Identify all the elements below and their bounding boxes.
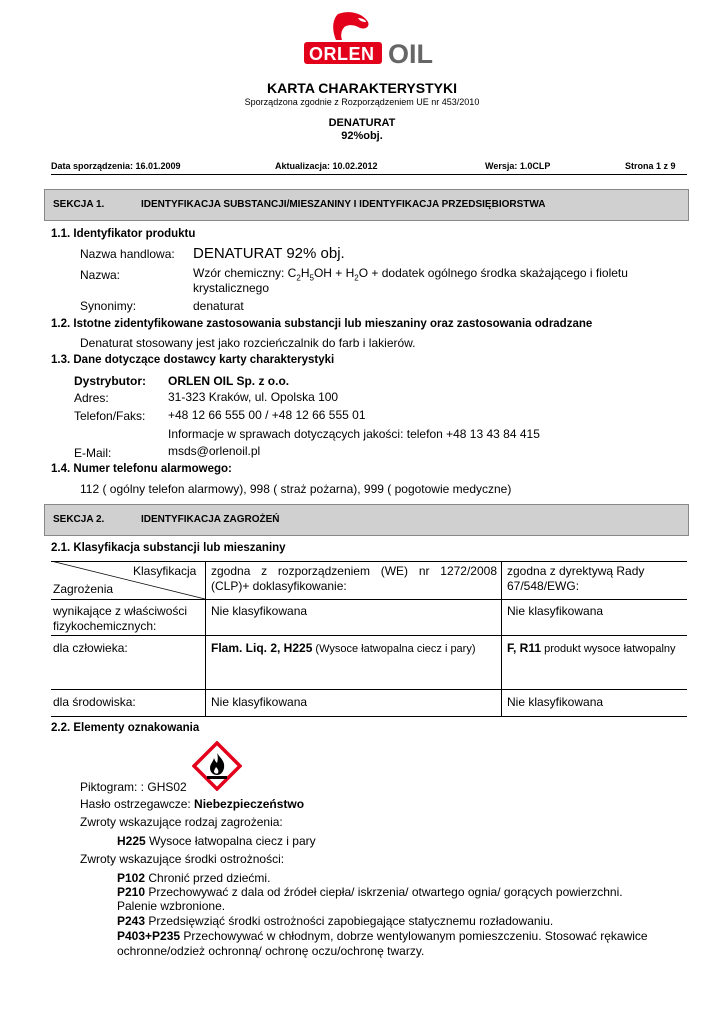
table-line [51,635,687,636]
flame-pictogram-icon [192,741,242,791]
name-value: Wzór chemiczny: $C_2H_5OH + H_2O$ + dodatek ogólnego środka skażającego i fioletu [193,266,628,283]
logo-suffix-text: OIL [388,39,433,69]
usage-text: Denaturat stosowany jest jako rozcieńczalnik do farb i lakierów. [80,336,416,350]
distributor-value: ORLEN OIL Sp. z o.o. [168,374,290,388]
signal-word: Hasło ostrzegawcze: Niebezpieczeństwo [80,797,305,811]
hazard-statements-label: Zwroty wskazujące rodzaj zagrożenia: [80,815,283,829]
table-row-directive: Nie klasyfikowana [507,695,604,709]
table-row-clp: Nie klasyfikowana [211,604,308,618]
table-head-classification: Klasyfikacja [133,564,197,578]
table-row-label: wynikające z właściwości fizykochemicznych: [53,604,188,633]
meta-updated: Aktualizacja: 10.02.2012 [275,161,378,171]
meta-page: Strona 1 z 9 [625,161,676,171]
hazard-h225: H225 Wysoce łatwopalna ciecz i pary [117,834,316,848]
classification-table [51,561,687,717]
table-line [51,689,687,690]
product-name: DENATURAT [328,117,396,129]
orlen-oil-logo [300,8,445,72]
subsection-1-4-title: 1.4. Numer telefonu alarmowego: [51,463,232,475]
synonyms-label: Synonimy: [80,299,137,313]
trade-name-label: Nazwa handlowa: [80,247,175,261]
precaution-p102: P102 Chronić przed dziećmi. [117,871,271,885]
logo-brand-text: ORLEN [309,44,375,64]
meta-date-created: Data sporządzenia: 16.01.2009 [51,161,181,171]
email-value[interactable]: msds@orlenoil.pl [168,444,261,458]
precaution-p210: P210 Przechowywać z dala od źródeł ciepła/ iskrzenia/ otwartego ognia/ gorących powierzchni. [117,885,623,899]
address-label: Adres: [74,391,109,405]
table-head-clp: zgodna z rozporządzeniem (WE) nr 1272/2008 (CLP)+ doklasyfikowanie: [211,564,497,593]
table-head-directive: zgodna z dyrektywą Rady 67/548/EWG: [507,564,645,593]
section-number: SEKCJA 2. [53,514,105,525]
subsection-1-1-title: 1.1. Identyfikator produktu [51,228,196,240]
section-title: IDENTYFIKACJA ZAGROŻEŃ [141,514,280,525]
name-label: Nazwa: [80,268,121,282]
meta-version: Wersja: 1.0CLP [485,161,551,171]
phone-value: +48 12 66 555 00 / +48 12 66 555 01 [168,408,366,422]
table-row-clp: Nie klasyfikowana [211,695,308,709]
address-value: 31-323 Kraków, ul. Opolska 100 [168,390,339,404]
table-row-directive: F, R11 produkt wysoce łatwopalny [507,641,676,655]
document-subtitle: Sporządzona zgodnie z Rozporządzeniem UE nr 453/2010 [244,97,480,107]
table-row-directive: Nie klasyfikowana [507,604,604,618]
document-title: KARTA CHARAKTERYSTYKI [266,80,458,96]
subsection-2-1-title: 2.1. Klasyfikacja substancji lub mieszaniny [51,542,286,554]
phone-label: Telefon/Faks: [74,409,146,423]
table-row-label: dla człowieka: [53,641,128,655]
table-head-hazards: Zagrożenia [53,582,114,596]
subsection-2-2-title: 2.2. Elementy oznakowania [51,722,200,734]
table-row-clp: Flam. Liq. 2, H225 (Wysoce łatwopalna ciecz i pary) [211,641,476,655]
pictogram-label: Piktogram: : GHS02 [80,780,187,794]
distributor-label: Dystrybutor: [74,374,147,388]
precaution-p210-line2: Palenie wzbronione. [117,899,226,913]
section-title: IDENTYFIKACJA SUBSTANCJI/MIESZANINY I IDENTYFIKACJA PRZEDSIĘBIORSTWA [141,199,546,210]
trade-name-value: DENATURAT 92% obj. [193,245,345,262]
precaution-p403: P403+P235 Przechowywać w chłodnym, dobrze wentylowanym pomieszczeniu. Stosować rękawice [117,929,648,943]
precaution-p243: P243 Przedsięwziąć środki ostrożności zapobiegające statycznemu rozładowaniu. [117,914,554,928]
quality-info: Informacje w sprawach dotyczących jakości: telefon +48 13 43 84 415 [168,427,540,441]
subsection-1-3-title: 1.3. Dane dotyczące dostawcy karty charakterystyki [51,354,335,366]
emergency-numbers: 112 ( ogólny telefon alarmowy), 998 ( straż pożarna), 999 ( pogotowie medyczne) [80,482,512,496]
subsection-1-2-title: 1.2. Istotne zidentyfikowane zastosowania substancji lub mieszaniny oraz zastosowania odradzane [51,318,593,330]
section-2-header [44,504,689,536]
table-line [501,561,502,717]
table-row-label: dla środowiska: [53,695,136,709]
section-1-header [44,189,689,221]
meta-divider [51,174,687,175]
email-label: E-Mail: [74,446,112,460]
product-concentration: 92%obj. [341,130,383,142]
name-value-line2: krystalicznego [193,281,270,295]
precaution-p403-line2: ochronne/odzież ochronną/ ochronę oczu/ochronę twarzy. [117,944,425,958]
synonyms-value: denaturat [193,299,244,313]
table-line [51,716,687,717]
section-number: SEKCJA 1. [53,199,105,210]
precaution-statements-label: Zwroty wskazujące środki ostrożności: [80,852,285,866]
